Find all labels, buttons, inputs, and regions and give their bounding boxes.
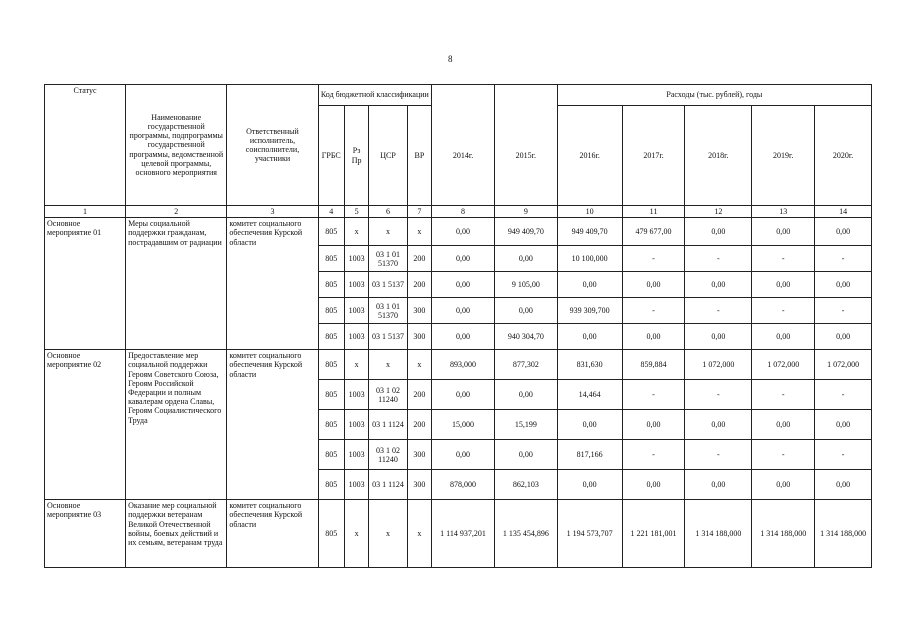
cell-amount: - — [815, 298, 872, 324]
header-vr: ВР — [407, 106, 431, 206]
group-status: Основное мероприятие 03 — [45, 500, 126, 568]
cell-amount: 1 221 181,001 — [622, 500, 685, 568]
cell-rzpr: 1003 — [344, 380, 368, 410]
header-year-2020: 2020г. — [815, 106, 872, 206]
cell-amount: 9 105,00 — [494, 272, 557, 298]
header-name: Наименование государственной программы, подпрограммы государственной программы, ведомственной целевой программы, основного мероприятия — [126, 85, 227, 206]
cell-vr: 300 — [407, 440, 431, 470]
cell-amount: 0,00 — [815, 410, 872, 440]
cell-amount: 817,166 — [557, 440, 622, 470]
cell-vr: х — [407, 218, 431, 246]
header-status: Статус — [45, 85, 126, 206]
cell-amount: 1 072,000 — [815, 350, 872, 380]
cell-amount: 949 409,70 — [557, 218, 622, 246]
header-year-2018: 2018г. — [685, 106, 752, 206]
cell-amount: 0,00 — [557, 272, 622, 298]
column-number: 9 — [494, 206, 557, 218]
cell-amount: 15,000 — [432, 410, 495, 440]
cell-vr: 200 — [407, 272, 431, 298]
cell-amount: 0,00 — [557, 410, 622, 440]
column-number: 6 — [369, 206, 408, 218]
group-status: Основное мероприятие 01 — [45, 218, 126, 350]
cell-amount: 877,302 — [494, 350, 557, 380]
cell-amount: - — [622, 298, 685, 324]
cell-grbs: 805 — [318, 380, 344, 410]
cell-csr: х — [369, 218, 408, 246]
cell-amount: 0,00 — [432, 218, 495, 246]
cell-amount: 0,00 — [815, 470, 872, 500]
cell-rzpr: х — [344, 500, 368, 568]
cell-amount: 1 314 188,000 — [752, 500, 815, 568]
cell-amount: 0,00 — [685, 470, 752, 500]
cell-amount: 0,00 — [557, 324, 622, 350]
cell-amount: 949 409,70 — [494, 218, 557, 246]
cell-amount: 10 100,000 — [557, 246, 622, 272]
cell-amount: 0,00 — [815, 324, 872, 350]
cell-csr: 03 1 5137 — [369, 272, 408, 298]
cell-amount: 0,00 — [432, 272, 495, 298]
column-number: 3 — [227, 206, 318, 218]
group-status: Основное мероприятие 02 — [45, 350, 126, 500]
cell-amount: 0,00 — [432, 298, 495, 324]
cell-amount: 0,00 — [622, 470, 685, 500]
cell-amount: 0,00 — [494, 298, 557, 324]
cell-rzpr: 1003 — [344, 410, 368, 440]
cell-amount: - — [752, 246, 815, 272]
cell-grbs: 805 — [318, 246, 344, 272]
cell-grbs: 805 — [318, 410, 344, 440]
cell-amount: 1 314 188,000 — [685, 500, 752, 568]
cell-amount: - — [622, 380, 685, 410]
cell-csr: 03 1 02 11240 — [369, 440, 408, 470]
header-rzpr: Рз Пр — [344, 106, 368, 206]
cell-amount: 479 677,00 — [622, 218, 685, 246]
cell-amount: 0,00 — [494, 246, 557, 272]
cell-amount: - — [752, 380, 815, 410]
header-year-2014: 2014г. — [432, 106, 495, 206]
cell-vr: х — [407, 500, 431, 568]
cell-grbs: 805 — [318, 298, 344, 324]
cell-amount: - — [815, 440, 872, 470]
header-year-2019: 2019г. — [752, 106, 815, 206]
cell-amount: - — [752, 298, 815, 324]
budget-table — [44, 84, 872, 568]
cell-amount: 0,00 — [432, 324, 495, 350]
cell-vr: 200 — [407, 246, 431, 272]
cell-rzpr: 1003 — [344, 246, 368, 272]
cell-amount: 0,00 — [494, 440, 557, 470]
table-row — [45, 218, 872, 246]
header-grbs: ГРБС — [318, 106, 344, 206]
cell-grbs: 805 — [318, 470, 344, 500]
cell-rzpr: 1003 — [344, 470, 368, 500]
cell-amount: 1 072,000 — [752, 350, 815, 380]
cell-amount: - — [622, 440, 685, 470]
cell-csr: х — [369, 350, 408, 380]
cell-amount: 0,00 — [815, 272, 872, 298]
table-body — [45, 218, 872, 568]
cell-amount: 0,00 — [432, 440, 495, 470]
cell-amount: 859,884 — [622, 350, 685, 380]
cell-vr: 200 — [407, 410, 431, 440]
header-code-group: Код бюджетной классификации — [318, 85, 432, 106]
column-number: 7 — [407, 206, 431, 218]
cell-amount: 0,00 — [622, 410, 685, 440]
cell-amount: 831,630 — [557, 350, 622, 380]
cell-rzpr: 1003 — [344, 272, 368, 298]
cell-amount: 862,103 — [494, 470, 557, 500]
cell-rzpr: х — [344, 218, 368, 246]
cell-rzpr: 1003 — [344, 440, 368, 470]
cell-amount: 0,00 — [494, 380, 557, 410]
cell-amount: 0,00 — [752, 218, 815, 246]
cell-amount: - — [685, 440, 752, 470]
cell-csr: 03 1 1124 — [369, 470, 408, 500]
cell-amount: 1 135 454,896 — [494, 500, 557, 568]
cell-amount: - — [685, 298, 752, 324]
cell-amount: 0,00 — [685, 410, 752, 440]
group-executor: комитет социального обеспечения Курской области — [227, 350, 318, 500]
column-number: 2 — [126, 206, 227, 218]
cell-amount: 940 304,70 — [494, 324, 557, 350]
page-number: 8 — [448, 54, 453, 64]
cell-vr: 300 — [407, 298, 431, 324]
cell-amount: 1 114 937,201 — [432, 500, 495, 568]
column-number: 11 — [622, 206, 685, 218]
cell-amount: 15,199 — [494, 410, 557, 440]
cell-vr: 200 — [407, 380, 431, 410]
cell-amount: 0,00 — [685, 272, 752, 298]
cell-amount: 1 072,000 — [685, 350, 752, 380]
header-year-2015: 2015г. — [494, 106, 557, 206]
cell-amount: - — [752, 440, 815, 470]
cell-grbs: 805 — [318, 440, 344, 470]
cell-csr: 03 1 02 11240 — [369, 380, 408, 410]
cell-amount: - — [815, 246, 872, 272]
column-number: 8 — [432, 206, 495, 218]
table-row — [45, 500, 872, 568]
column-number: 13 — [752, 206, 815, 218]
group-executor: комитет социального обеспечения Курской области — [227, 218, 318, 350]
table-header — [45, 85, 872, 218]
cell-grbs: 805 — [318, 272, 344, 298]
column-number-row — [45, 206, 872, 218]
header-year-2016: 2016г. — [557, 106, 622, 206]
cell-amount: 0,00 — [685, 324, 752, 350]
cell-amount: 0,00 — [815, 218, 872, 246]
column-number: 10 — [557, 206, 622, 218]
group-name: Оказание мер социальной поддержки ветеранам Великой Отечественной войны, боевых действий и их семьям, ветеранам труда — [126, 500, 227, 568]
cell-csr: 03 1 01 51370 — [369, 298, 408, 324]
table-row — [45, 350, 872, 380]
cell-amount: 0,00 — [752, 410, 815, 440]
header-csr: ЦСР — [369, 106, 408, 206]
column-number: 14 — [815, 206, 872, 218]
cell-amount: 14,464 — [557, 380, 622, 410]
cell-csr: х — [369, 500, 408, 568]
cell-csr: 03 1 5137 — [369, 324, 408, 350]
header-executor: Ответственный исполнитель, соисполнители, участники — [227, 85, 318, 206]
header-expenses-group: Расходы (тыс. рублей), годы — [557, 85, 871, 106]
cell-amount: 0,00 — [557, 470, 622, 500]
cell-amount: 0,00 — [432, 380, 495, 410]
cell-grbs: 805 — [318, 218, 344, 246]
cell-amount: 893,000 — [432, 350, 495, 380]
group-name: Меры социальной поддержки гражданам, пострадавшим от радиации — [126, 218, 227, 350]
cell-csr: 03 1 01 51370 — [369, 246, 408, 272]
header-year-2017: 2017г. — [622, 106, 685, 206]
cell-amount: 878,000 — [432, 470, 495, 500]
column-number: 5 — [344, 206, 368, 218]
cell-rzpr: х — [344, 350, 368, 380]
cell-amount: - — [622, 246, 685, 272]
cell-amount: 0,00 — [752, 470, 815, 500]
cell-csr: 03 1 1124 — [369, 410, 408, 440]
cell-amount: 0,00 — [752, 324, 815, 350]
column-number: 12 — [685, 206, 752, 218]
column-number: 1 — [45, 206, 126, 218]
cell-rzpr: 1003 — [344, 298, 368, 324]
cell-amount: 0,00 — [752, 272, 815, 298]
cell-amount: 1 194 573,707 — [557, 500, 622, 568]
cell-vr: 300 — [407, 324, 431, 350]
cell-amount: 0,00 — [622, 324, 685, 350]
column-number: 4 — [318, 206, 344, 218]
cell-amount: - — [685, 246, 752, 272]
cell-amount: 0,00 — [432, 246, 495, 272]
cell-grbs: 805 — [318, 500, 344, 568]
cell-grbs: 805 — [318, 324, 344, 350]
group-name: Предоставление мер социальной поддержки Героям Советского Союза, Героям Российской Федерации и полным кавалерам ордена Славы, Героям Социалистического Труда — [126, 350, 227, 500]
cell-amount: 0,00 — [685, 218, 752, 246]
cell-amount: - — [815, 380, 872, 410]
cell-vr: 300 — [407, 470, 431, 500]
cell-grbs: 805 — [318, 350, 344, 380]
cell-amount: - — [685, 380, 752, 410]
cell-amount: 0,00 — [622, 272, 685, 298]
cell-vr: х — [407, 350, 431, 380]
cell-amount: 939 309,700 — [557, 298, 622, 324]
cell-rzpr: 1003 — [344, 324, 368, 350]
group-executor: комитет социального обеспечения Курской области — [227, 500, 318, 568]
cell-amount: 1 314 188,000 — [815, 500, 872, 568]
